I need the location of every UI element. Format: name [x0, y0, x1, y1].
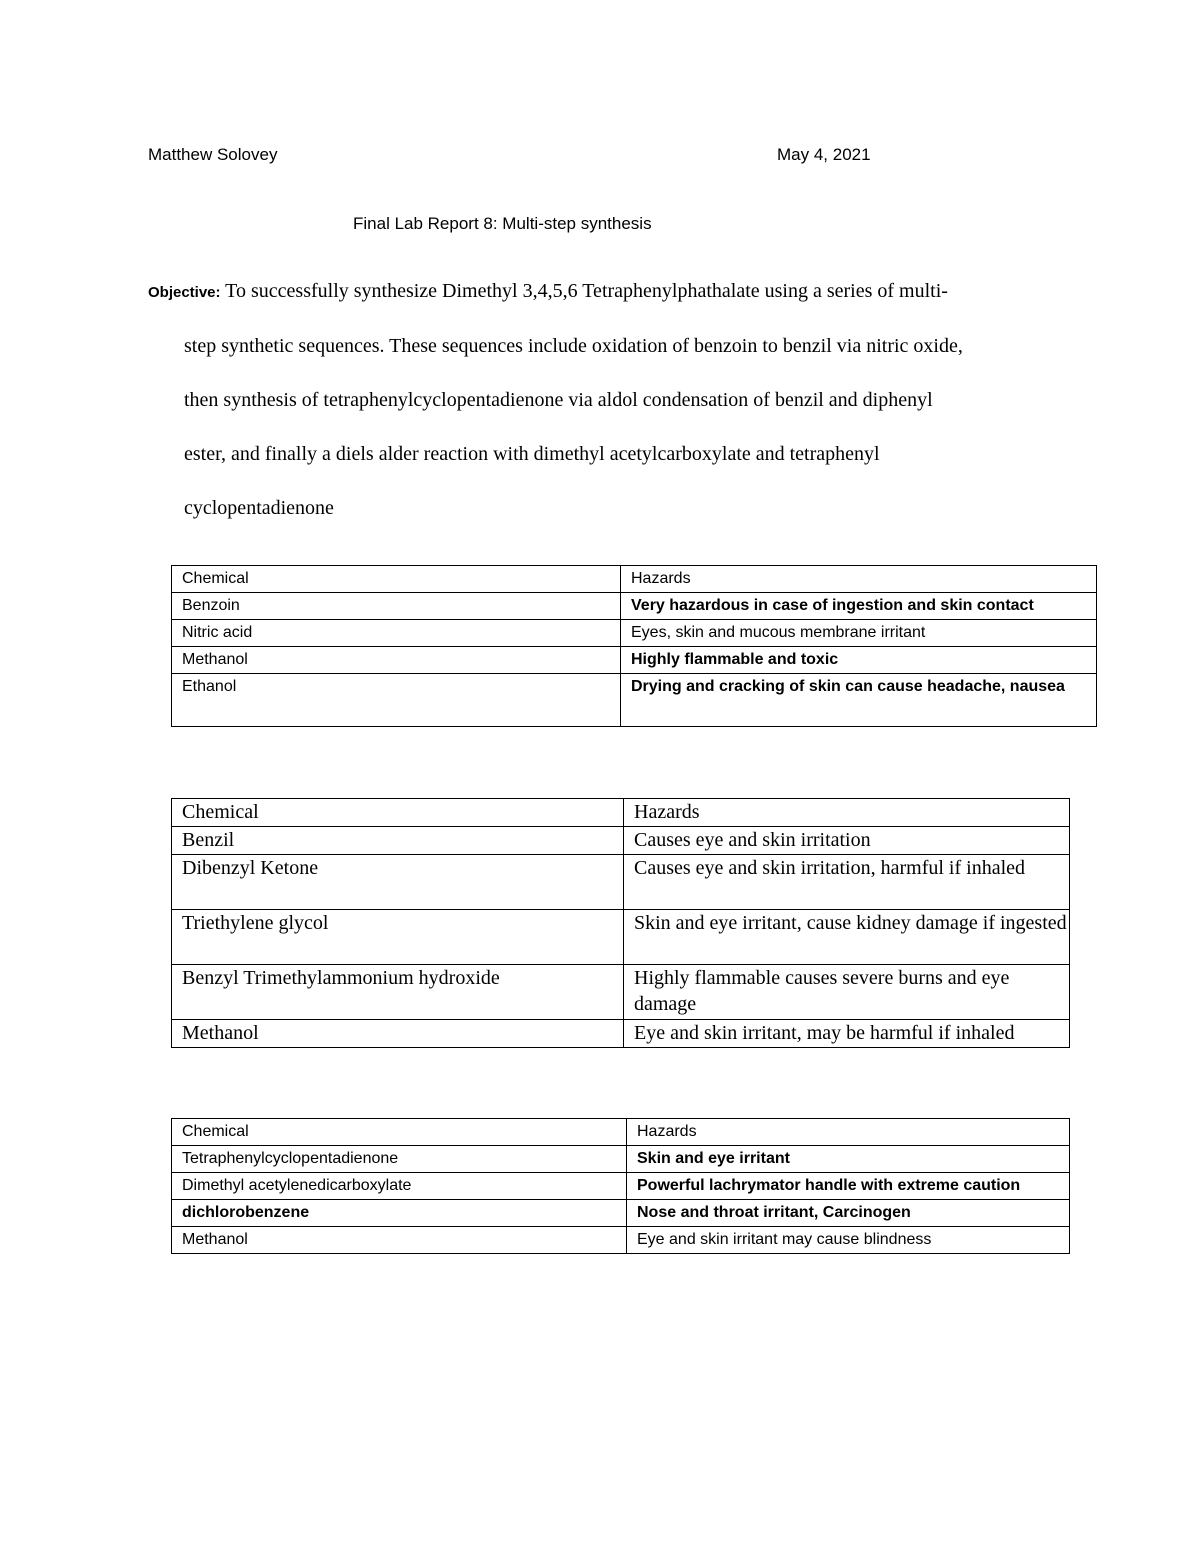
hazards-table-1	[171, 565, 1097, 727]
hazard-cell: Drying and cracking of skin can cause headache, nausea	[621, 674, 1097, 727]
chemical-cell: Nitric acid	[172, 620, 621, 647]
objective-text-1: To successfully synthesize Dimethyl 3,4,5,6 Tetraphenylphathalate using a series of multi-	[220, 280, 948, 302]
table-row	[172, 910, 1070, 965]
objective-line-5: cyclopentadienone	[184, 497, 334, 519]
hazard-cell: Eye and skin irritant, may be harmful if inhaled	[624, 1020, 1070, 1048]
hazard-cell: Highly flammable causes severe burns and eye damage	[624, 965, 1070, 1020]
table-row	[172, 855, 1070, 910]
objective-line-1	[148, 280, 948, 303]
header-chemical: Chemical	[172, 566, 621, 593]
hazard-cell: Eye and skin irritant may cause blindness	[627, 1227, 1070, 1254]
table-row	[172, 827, 1070, 855]
hazard-cell: Nose and throat irritant, Carcinogen	[627, 1200, 1070, 1227]
chemical-cell: Methanol	[172, 1020, 624, 1048]
chemical-cell: Benzil	[172, 827, 624, 855]
objective-label: Objective:	[148, 284, 221, 301]
hazard-cell: Skin and eye irritant, cause kidney damage if ingested	[624, 910, 1070, 965]
table-row	[172, 620, 1097, 647]
table-row	[172, 1227, 1070, 1254]
objective-line-2: step synthetic sequences. These sequences include oxidation of benzoin to benzil via nitric oxide,	[184, 335, 963, 357]
chemical-cell: Methanol	[172, 647, 621, 674]
report-title: Final Lab Report 8: Multi-step synthesis	[353, 214, 652, 233]
hazards-table-2	[171, 798, 1070, 1048]
chemical-cell: Benzoin	[172, 593, 621, 620]
hazard-cell: Skin and eye irritant	[627, 1146, 1070, 1173]
chemical-cell: Benzyl Trimethylammonium hydroxide	[172, 965, 624, 1020]
table-row	[172, 1146, 1070, 1173]
header-hazards: Hazards	[621, 566, 1097, 593]
hazard-cell: Causes eye and skin irritation	[624, 827, 1070, 855]
table-row	[172, 1173, 1070, 1200]
objective-line-4: ester, and finally a diels alder reaction with dimethyl acetylcarboxylate and tetraphenyl	[184, 443, 880, 465]
table-row	[172, 593, 1097, 620]
table-header-row	[172, 799, 1070, 827]
hazard-cell: Very hazardous in case of ingestion and skin contact	[621, 593, 1097, 620]
table-row	[172, 647, 1097, 674]
hazard-cell: Powerful lachrymator handle with extreme caution	[627, 1173, 1070, 1200]
table-row	[172, 1200, 1070, 1227]
chemical-cell: Tetraphenylcyclopentadienone	[172, 1146, 627, 1173]
hazard-cell: Highly flammable and toxic	[621, 647, 1097, 674]
header-chemical: Chemical	[172, 1119, 627, 1146]
hazards-table-3	[171, 1118, 1070, 1254]
chemical-cell: Dibenzyl Ketone	[172, 855, 624, 910]
header-hazards: Hazards	[627, 1119, 1070, 1146]
table-header-row	[172, 566, 1097, 593]
header-chemical: Chemical	[172, 799, 624, 827]
chemical-cell: dichlorobenzene	[172, 1200, 627, 1227]
objective-line-3: then synthesis of tetraphenylcyclopentadienone via aldol condensation of benzil and diphenyl	[184, 389, 933, 411]
author-name: Matthew Solovey	[148, 145, 278, 164]
report-date: May 4, 2021	[777, 145, 871, 164]
table-row	[172, 674, 1097, 727]
chemical-cell: Triethylene glycol	[172, 910, 624, 965]
chemical-cell: Ethanol	[172, 674, 621, 727]
header-hazards: Hazards	[624, 799, 1070, 827]
chemical-cell: Dimethyl acetylenedicarboxylate	[172, 1173, 627, 1200]
hazard-cell: Eyes, skin and mucous membrane irritant	[621, 620, 1097, 647]
chemical-cell: Methanol	[172, 1227, 627, 1254]
table-row	[172, 965, 1070, 1020]
hazard-cell: Causes eye and skin irritation, harmful if inhaled	[624, 855, 1070, 910]
table-header-row	[172, 1119, 1070, 1146]
table-row	[172, 1020, 1070, 1048]
